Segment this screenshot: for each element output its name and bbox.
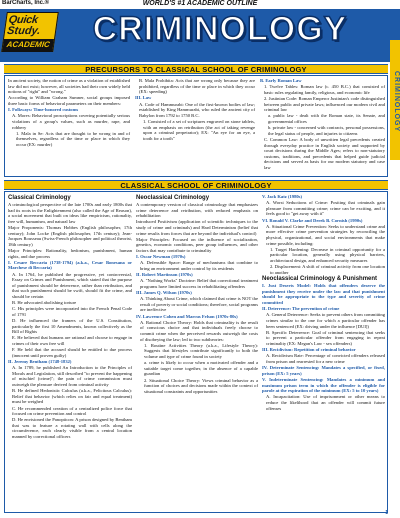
beccaria-item-a: A. In 1764, he published the progressive, yet controversial, Essay on Crimes and Punishment, which stated that the purpose of punishment should be deterrence, rather than retribution, and that such punishment should be swift, should fit the crime, and should be certain	[12, 271, 132, 299]
major-principles: Major Principles: Rationality, hedonism, punishment, human rights, and due process	[8, 247, 132, 259]
classical-column-3	[262, 194, 385, 412]
seductions-item: A. Worst Seductions of Crime: Positing that criminals gain pleasure from committing crime; crime can be exciting, and it feels good to "get away with it"	[266, 200, 385, 217]
deterrence-heading: II. Deterrence: The prevention of crime	[262, 306, 340, 312]
neoclassical-intro: A contemporary version of classical criminology that emphasizes crime deterrence and retribution, with reduced emphasis on rehabilitation	[136, 202, 258, 219]
top-strip	[0, 0, 400, 9]
page-title: CRIMINOLOGY	[92, 10, 348, 48]
precursors-section-bar: PRECURSORS TO CLASSICAL SCHOOL OF CRIMINOLOGY	[4, 64, 388, 74]
rational-choice-item: A. Rational Choice Theory: Holds that criminality is the result of conscious choice and that individuals freely choose to commit crime when the perceived rewards outweigh the costs of disobeying the law; led to two subtheories:	[140, 319, 258, 342]
law-heading: III. Law	[135, 95, 152, 101]
logo-line-1: Quick	[7, 14, 39, 26]
header-banner	[0, 0, 400, 62]
public-law-item: a. public law - dealt with the Roman state, its Senate, and governmental offices	[268, 113, 385, 124]
punishment-heading: Neoclassical Criminology & Punishment	[262, 276, 378, 283]
neoclassical-principles: Major Principles: Focused on the influence of socialization, genetics, economic conditions, peer group influences, and other factors that may contribute to criminality	[136, 236, 258, 253]
logo-line-2: Study.	[6, 25, 42, 37]
target-hardening-item: 1. Target Hardening: Decrease in criminal opportunity for a particular location, generally using physical barriers, architectural design, and enhanced security measures	[270, 246, 385, 263]
quick-study-logo	[1, 12, 59, 52]
beccaria-heading: I. Cesare Beccaria (1738-1794) (a.k.a., Cesar Bonesana or Marchese di Beccaria)	[8, 259, 132, 271]
routine-activities-item: 1. Routine Activities Theory (a.k.a., Lifestyle Theory): Suggests that lifestyles contribute significantly to both the volume and type of crime found in society	[144, 342, 258, 359]
katz-heading: V. Jack Katz (1980s)	[262, 194, 302, 199]
major-proponents: Major Proponents: Thomas Hobbes (English philosopher, 17th century); John Locke (English philosopher, 17th century); Jean-Jacques Rousseau (Swiss-French philosopher and political theorist, 18th century)	[8, 224, 132, 247]
side-tab: CRIMINOLOGY	[390, 40, 400, 160]
twelve-tables-item: 1. Twelve Tables: Roman law (c. 450 B.C.) that consisted of basic rules regulating family, religious, and economic life	[264, 84, 385, 95]
bentham-item-b: B. He defined Hedonistic Calculus (a.k.a., Felicitous Calculus): Belief that behavior (which relies on fair and equal treatment) must be weighed	[12, 388, 132, 405]
precursors-panel	[4, 75, 388, 177]
mores-item: A. Mores: Behavioral proscriptions covering potentially serious violations of a group's values, such as murder, rape, and robbery	[12, 113, 130, 130]
situational-choice-item: 2. Situational Choice Theory: Views criminal behavior as a function of choices and decisions made within the context of situational constraints and opportunities	[144, 377, 258, 394]
martinson-heading: II. Robert Martinson (1970s)	[136, 272, 193, 278]
classical-section-bar: CLASSICAL SCHOOL OF CRIMINOLOGY	[4, 180, 388, 190]
general-deterrence-item: A. General Deterrence: Seeks to prevent others from committing crimes similar to the one for which a particular offender has been sentenced (EX: driving under the influence [DUI])	[266, 312, 386, 329]
thinking-about-crime-item: A. Thinking About Crime, which claimed that crime is NOT the result of poverty or social conditions; therefore, social programs are ineffective	[140, 296, 258, 313]
bentham-heading: II. Jeremy Bentham (1748-1832)	[8, 358, 72, 364]
displacement-item: 2. Displacement: A shift of criminal activity from one location to another	[270, 264, 385, 275]
tagline: WORLD'S #1 ACADEMIC OUTLINE	[142, 0, 258, 7]
nothing-works-item: A. "Nothing Works" Doctrine: Belief that correctional treatment programs have limited success in rehabilitating offenders	[140, 278, 258, 289]
specific-deterrence-item: B. Specific Deterrence: Goal of criminal sentencing that seeks to prevent a particular offender from engaging in repeat criminality (EX: Megan's Law - sex offenders)	[266, 329, 385, 346]
logo-line-3: ACADEMIC	[2, 39, 54, 51]
beccaria-item-b: B. He advocated abolishing torture	[12, 300, 77, 306]
folkways-heading: I. Folkways: Time-honored customs	[8, 107, 79, 113]
neoclassical-heading: Neoclassical Criminology	[136, 195, 210, 201]
sumner-paragraph: According to William Graham Sumner, social groups imposed three basic forms of behavioral parameters on their members:	[8, 95, 130, 106]
classical-column-1	[8, 194, 132, 440]
classical-column-2	[136, 194, 258, 395]
precursors-column-1	[8, 78, 130, 148]
justinian-code-item: 2. Justinian Code: Roman Emperor Justinian's code distinguished between public and private laws; influenced our modern civil and criminal law	[264, 95, 385, 113]
classical-intro: A criminological perspective of the late 1700s and early 1800s that had its roots in the Enlightenment (also called the Age of Reason), a social movement that built on ideas like empiricism, rationality, free will, humanism, and natural law	[8, 202, 132, 224]
clarke-cornish-heading: VI. Ronald V. Clarke and Derek B. Cornish (1990s)	[262, 217, 363, 223]
bentham-item-d: D. He envisioned the Panopticon: A prison designed by Bentham that was to feature a rotating wall with cells along the circumference, each clearly visible from a central location manned by correctional officers	[12, 417, 132, 440]
private-law-item: b. private law - concerned with contracts, personal possessions, the legal status of people, and injuries to citizens	[268, 125, 385, 136]
precursors-column-2	[135, 78, 255, 142]
hammurabi-item: A. Code of Hammurabi: One of the first-known bodies of law; established by King Hammurabi, who ruled the ancient city of Babylon from 1792 to 1750 B.C.	[139, 101, 255, 118]
defensible-space-item: A. Defensible Space: Range of mechanisms that combine to bring an environment under control by its residents	[140, 260, 258, 271]
bentham-item-c: C. He recommended creation of a centralized police force that focused on crime prevention and control	[12, 405, 132, 417]
determinate-sentencing-item: IV. Determinate Sentencing: Mandates a specified, or fixed, prison (EX: 5 years)	[262, 365, 385, 376]
situational-prevention-item: A. Situational Crime Prevention: Seeks to understand crime and more effective crime prevention strategies by reconciling the physical, organizational, and social environments that make crime possible, including:	[266, 223, 385, 246]
recidivism-heading: III. Recidivism: Repetition of criminal behavior	[262, 347, 356, 353]
intro-paragraph: In ancient society, the notion of crime as a violation of established law did not exist; however, all societies had their own widely held notions of "right" and "wrong."	[8, 78, 130, 95]
publisher-brand: BarCharts, Inc.®	[2, 0, 50, 6]
common-law-item: C. Common Law: A body of unwritten legal precedents created through everyday practice in English society and supported by court decisions during the Middle Ages; refers to non-statutory customs, traditions, and precedents that helped guide judicial decisions and served as basis for our modern statutory and case law	[264, 136, 385, 170]
positivism-paragraph: Introduced Positivism (application of scientific techniques to the study of crime and criminals) and Hard Determinism (belief that crime results from forces that are beyond the individual's control)	[136, 219, 258, 236]
classical-panel	[4, 191, 388, 513]
roman-law-heading: B. Early Roman Law	[260, 78, 302, 83]
newman-heading: I. Oscar Newman (1970s)	[136, 254, 186, 260]
precursors-column-3	[260, 78, 385, 171]
indeterminate-sentencing-item: V. Indeterminate Sentencing: Mandates a minimum and maximum prison term in which the offender is eligible for parole at the expiration of the minimum (EX: 5 to 10 years)	[262, 376, 385, 394]
beccaria-item-f: F. He held that the accused should be entitled to due process (innocent until proven guilty)	[12, 347, 132, 358]
mala-prohibita-item: B. Mala Prohibita: Acts that are wrong only because they are prohibited, regardless of the time or place in which they occur (EX: speeding)	[139, 78, 255, 95]
classical-criminology-heading: Classical Criminology	[8, 195, 71, 201]
bentham-item-a: A. In 1789, he published An Introduction to the Principles of Morals and Legislation, still described "to prevent the happening of mischief (crime)"; the pain of crime commission must outweigh the pleasure derived from criminal activity	[12, 365, 132, 387]
beccaria-item-c: C. His principles were incorporated into the French Penal Code of 1791	[12, 306, 132, 317]
just-deserts-item: I. Just Deserts Model: Holds that offenders deserve the punishment they receive under the law and that punishment should be appropriate to the type and severity of crime committed	[262, 283, 385, 306]
hammurabi-detail: 1. Consisted of a set of scriptures engraved on stone tablets, with an emphasis on retribution (the act of taking revenge upon a criminal perpetrator); EX: "An eye for an eye, a tooth for a tooth"	[143, 118, 255, 141]
recidivism-rate-item: A. Recidivism Rate: Percentage of convicted offenders released from prison and rearrested for a new crime	[266, 353, 385, 364]
routine-activities-detail: a. crime is likely to occur when a motivated offender and a suitable target come together, in the absence of a capable guardian	[144, 360, 258, 377]
cohen-felson-heading: IV. Lawrence Cohen and Marcus Felson (1970s-80s)	[136, 313, 238, 319]
incapacitation-item: A. Incapacitation: Use of imprisonment or other means to reduce the likelihood that an offender will commit future offenses	[266, 394, 385, 411]
page-number: 1	[385, 510, 388, 516]
beccaria-item-d: D. He influenced the framers of the U.S. Constitution, particularly the first 10 Amendments, known collectively as the Bill of Rights	[12, 318, 132, 335]
mala-in-se-item: 1. Mala in Se: Acts that are thought to be wrong in and of themselves, regardless of the time or place in which they occur (EX: murder)	[16, 130, 130, 147]
wilson-heading: III. James Q. Wilson (1970s)	[136, 290, 192, 296]
beccaria-item-e: E. He believed that humans are rational and choose to engage in crimes of their own free will	[12, 335, 132, 346]
